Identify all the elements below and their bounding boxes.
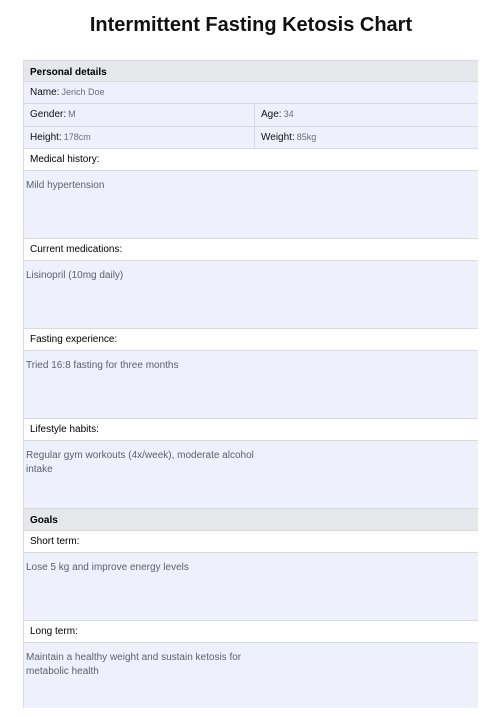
medical-history-value: Mild hypertension [26, 180, 105, 191]
long-term-label: Long term: [30, 626, 78, 637]
section-title: Personal details [30, 67, 107, 78]
medications-value: Lisinopril (10mg daily) [26, 270, 124, 281]
fasting-experience-value: Tried 16:8 fasting for three months [26, 360, 179, 371]
section-title: Goals [30, 515, 58, 526]
fasting-experience-field[interactable] [24, 350, 478, 418]
gender-label: Gender: [30, 109, 67, 120]
personal-details-header [24, 60, 478, 81]
fasting-experience-label-row [24, 328, 478, 350]
short-term-label-row [24, 530, 478, 552]
height-weight-row [24, 126, 478, 148]
height-value: 178cm [63, 132, 91, 142]
lifestyle-label-row [24, 418, 478, 440]
long-term-label-row [24, 620, 478, 642]
lifestyle-field[interactable] [24, 440, 478, 508]
name-label: Name: [30, 87, 60, 98]
lifestyle-value: Regular gym workouts (4x/week), moderate alcohol intake [26, 450, 254, 475]
name-field[interactable] [24, 81, 478, 103]
medications-field[interactable] [24, 260, 478, 328]
weight-field[interactable] [254, 127, 478, 148]
short-term-field[interactable] [24, 552, 478, 620]
long-term-value: Maintain a healthy weight and sustain ketosis for metabolic health [26, 652, 242, 677]
age-field[interactable] [254, 104, 478, 126]
page-title: Intermittent Fasting Ketosis Chart [89, 14, 413, 36]
medical-history-label-row [24, 148, 478, 170]
medications-label: Current medications: [30, 244, 123, 255]
gender-value: M [68, 109, 76, 119]
long-term-field[interactable] [24, 642, 478, 708]
gender-field[interactable] [24, 104, 254, 126]
fasting-experience-label: Fasting experience: [30, 334, 118, 345]
weight-value: 85kg [296, 132, 317, 142]
goals-header [24, 508, 478, 530]
short-term-label: Short term: [30, 536, 80, 547]
age-value: 34 [283, 109, 294, 119]
name-value: Jerich Doe [61, 87, 105, 97]
weight-label: Weight: [261, 132, 295, 143]
ketosis-chart-form [23, 60, 477, 708]
height-field[interactable] [24, 127, 254, 148]
medications-label-row [24, 238, 478, 260]
age-label: Age: [261, 109, 282, 120]
medical-history-field[interactable] [24, 170, 478, 238]
lifestyle-label: Lifestyle habits: [30, 424, 99, 435]
height-label: Height: [30, 132, 62, 143]
medical-history-label: Medical history: [30, 154, 100, 165]
short-term-value: Lose 5 kg and improve energy levels [26, 562, 189, 573]
gender-age-row [24, 103, 478, 126]
